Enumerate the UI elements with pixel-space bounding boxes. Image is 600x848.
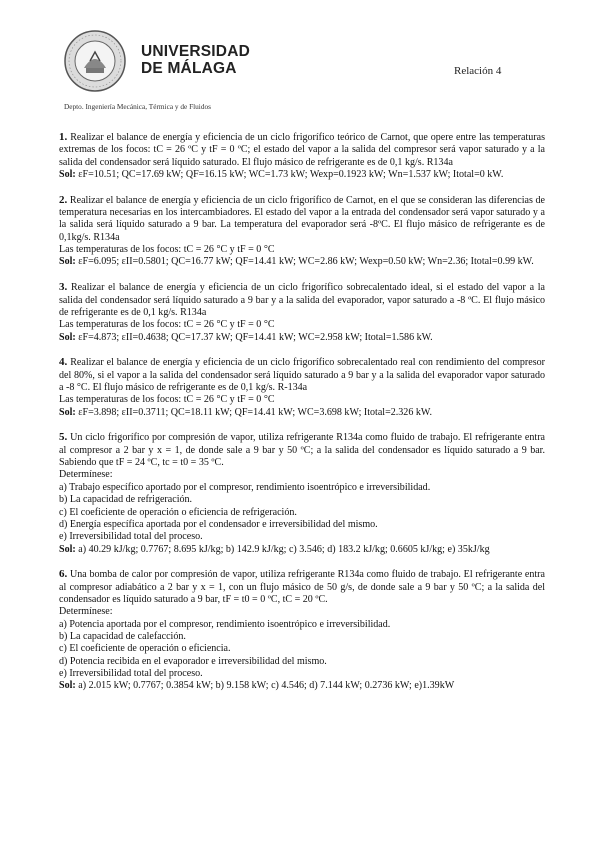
department-name: Depto. Ingeniería Mecánica, Térmica y de Fluidos bbox=[64, 102, 211, 111]
problem-6-determine: Determínese: bbox=[59, 606, 113, 618]
problem-statement: Una bomba de calor por compresión de vapor, utiliza refrigerante R134a como fluido de trabajo. El refrigerante entra al compresor adiabático a 2 bar y x = 1, con un flujo másico de 50 g/s, de donde sale a 9 bar y 50 ºC; a la salida del condensador es líquido saturado a 9 bar, tF = t0 = 0 ºC, tC = 20 ºC. bbox=[59, 569, 545, 605]
problem-2-temps: Las temperaturas de los focos: tC = 26 °C y tF = 0 °C bbox=[59, 244, 275, 256]
university-seal-logo bbox=[64, 30, 126, 92]
problem-2-solution bbox=[59, 256, 545, 268]
problem-1-solution bbox=[59, 169, 545, 181]
problem-5-statement bbox=[59, 431, 545, 469]
problem-5 bbox=[59, 431, 545, 555]
problem-2-statement bbox=[59, 194, 545, 244]
problem-number: 3. bbox=[59, 281, 68, 294]
problem-6-item-e: e) Irreversibilidad total del proceso. bbox=[59, 668, 203, 680]
problem-1-statement bbox=[59, 131, 545, 169]
sheet-title: Relación 4 bbox=[454, 65, 502, 77]
problem-5-solution bbox=[59, 544, 545, 556]
problem-6-item-c: c) El coeficiente de operación o eficiencia. bbox=[59, 643, 231, 655]
problem-statement: Realizar el balance de energía y eficiencia de un ciclo frigorífico de Carnot, en el que se consideran las diferencias de temperatura necesarias en los intercambiadores. El estado del vapor a la entrada del condensador será vapor saturado y a la salida será líquido saturado a 9 bar. La temperatura del evaporador será -8ºC. El flujo másico de refrigerante es de 0,1kg/s. R134a bbox=[59, 194, 545, 243]
problem-1 bbox=[59, 131, 545, 181]
problem-5-item-c: c) El coeficiente de operación o eficiencia de refrigeración. bbox=[59, 506, 297, 518]
problem-6-item-a: a) Potencia aportada por el compresor, rendimiento isoentrópico e irreversibilidad. bbox=[59, 618, 391, 630]
university-name-line1: UNIVERSIDAD bbox=[141, 43, 250, 60]
problem-3 bbox=[59, 281, 545, 344]
problem-5-determine: Determínese: bbox=[59, 469, 113, 481]
solution-text: a) 2.015 kW; 0.7767; 0.3854 kW; b) 9.158 kW; c) 4.546; d) 7.144 kW; 0.2736 kW; e)1.39kW bbox=[78, 680, 455, 692]
problem-number: 5. bbox=[59, 431, 68, 444]
problem-number: 1. bbox=[59, 131, 68, 143]
problem-5-item-b: b) La capacidad de refrigeración. bbox=[59, 494, 193, 506]
problem-5-item-d: d) Energía específica aportada por el condensador e irreversibilidad del mismo. bbox=[59, 518, 378, 530]
problem-6 bbox=[59, 568, 545, 692]
solution-text: εF=6.095; εII=0.5801; QC=16.77 kW; QF=14.41 kW; WC=2.86 kW; Wexp=0.50 kW; Wn=2.36; Itotal=0.99 kW. bbox=[78, 256, 534, 268]
solution-label: Sol: bbox=[59, 256, 76, 268]
problem-statement: Realizar el balance de energía y eficiencia de un ciclo frigorífico sobrecalentado real con rendimiento del compresor del 80%, si el vapor a la salida del condensador será líquido saturado a 9 bar y a la salida del evaporador vapor saturado a -8 °C. El flujo másico de refrigerante es de 0,1 kg/s. R-134a bbox=[59, 357, 546, 394]
problem-3-temps: Las temperaturas de los focos: tC = 26 °C y tF = 0 °C bbox=[59, 319, 275, 331]
solution-text: a) 40.29 kJ/kg; 0.7767; 8.695 kJ/kg; b) 142.9 kJ/kg; c) 3.546; d) 183.2 kJ/kg; 0.6605 kJ/kg; e) 35kJ/kg bbox=[78, 543, 490, 555]
solution-label: Sol: bbox=[59, 169, 76, 181]
problem-statement: Realizar el balance de energía y eficiencia de un ciclo frigorífico sobrecalentado ideal, si el estado del vapor a la salida del condensador será líquido saturado a 9 bar y a la salida del evaporador, vapor saturado a -8 ºC. El flujo másico de refrigerante es de 0,1 kg/s. R134a bbox=[59, 282, 545, 318]
problem-list bbox=[59, 131, 545, 705]
problem-6-statement bbox=[59, 568, 545, 606]
problem-6-item-d: d) Potencia recibida en el evaporador e irreversibilidad del mismo. bbox=[59, 655, 327, 667]
university-name bbox=[141, 43, 250, 77]
problem-3-solution bbox=[59, 332, 545, 344]
solution-text: εF=4.873; εII=0.4638; QC=17.37 kW; QF=14.41 kW; WC=2.958 kW; Itotal=1.586 kW. bbox=[78, 331, 433, 343]
problem-4 bbox=[59, 356, 545, 419]
solution-text: εF=3.898; εII=0.3711; QC=18.11 kW; QF=14.41 kW; WC=3.698 kW; Itotal=2.326 kW. bbox=[78, 406, 432, 418]
problem-5-item-a: a) Trabajo específico aportado por el compresor, rendimiento isoentrópico e irreversibilidad. bbox=[59, 481, 431, 493]
problem-6-solution bbox=[59, 680, 545, 692]
problem-number: 6. bbox=[59, 568, 68, 581]
university-name-line2: DE MÁLAGA bbox=[141, 60, 237, 77]
problem-number: 2. bbox=[59, 193, 68, 206]
problem-number: 4. bbox=[59, 356, 68, 369]
solution-label: Sol: bbox=[59, 406, 76, 418]
solution-label: Sol: bbox=[59, 680, 76, 692]
problem-3-statement bbox=[59, 281, 545, 319]
solution-label: Sol: bbox=[59, 543, 76, 555]
problem-6-item-b: b) La capacidad de calefacción. bbox=[59, 630, 186, 642]
problem-4-temps: Las temperaturas de los focos: tC = 26 °C y tF = 0 °C bbox=[59, 394, 275, 406]
solution-label: Sol: bbox=[59, 331, 76, 343]
problem-4-statement bbox=[59, 356, 545, 394]
problem-2 bbox=[59, 194, 545, 269]
solution-text: εF=10.51; QC=17.69 kW; QF=16.15 kW; WC=1.73 kW; Wexp=0.1923 kW; Wn=1.537 kW; Itotal=0 kW. bbox=[78, 169, 504, 181]
problem-statement: Realizar el balance de energía y eficiencia de un ciclo frigorífico teórico de Carnot, que opere entre las temperaturas extremas de los focos: tC = 26 ºC y tF = 0 ºC; el estado del vapor a la salida del compresor será vapor saturado y a la salida del condensador será líquido saturado. El flujo másico de refrigerante es de 0,1 kg/s. R134a bbox=[59, 132, 546, 168]
problem-4-solution bbox=[59, 407, 545, 419]
problem-5-item-e: e) Irreversibilidad total del proceso. bbox=[59, 531, 203, 543]
problem-statement: Un ciclo frigorífico por compresión de vapor, utiliza refrigerante R134a como fluido de trabajo. El refrigerante entra al compresor a 2 bar y x = 1, de donde sale a 9 bar y 50 ºC; a la salida del condensador es líquido saturado a 9 bar. Sabiendo que tF = 24 ºC, tc = t0 = 35 ºC. bbox=[59, 432, 545, 469]
